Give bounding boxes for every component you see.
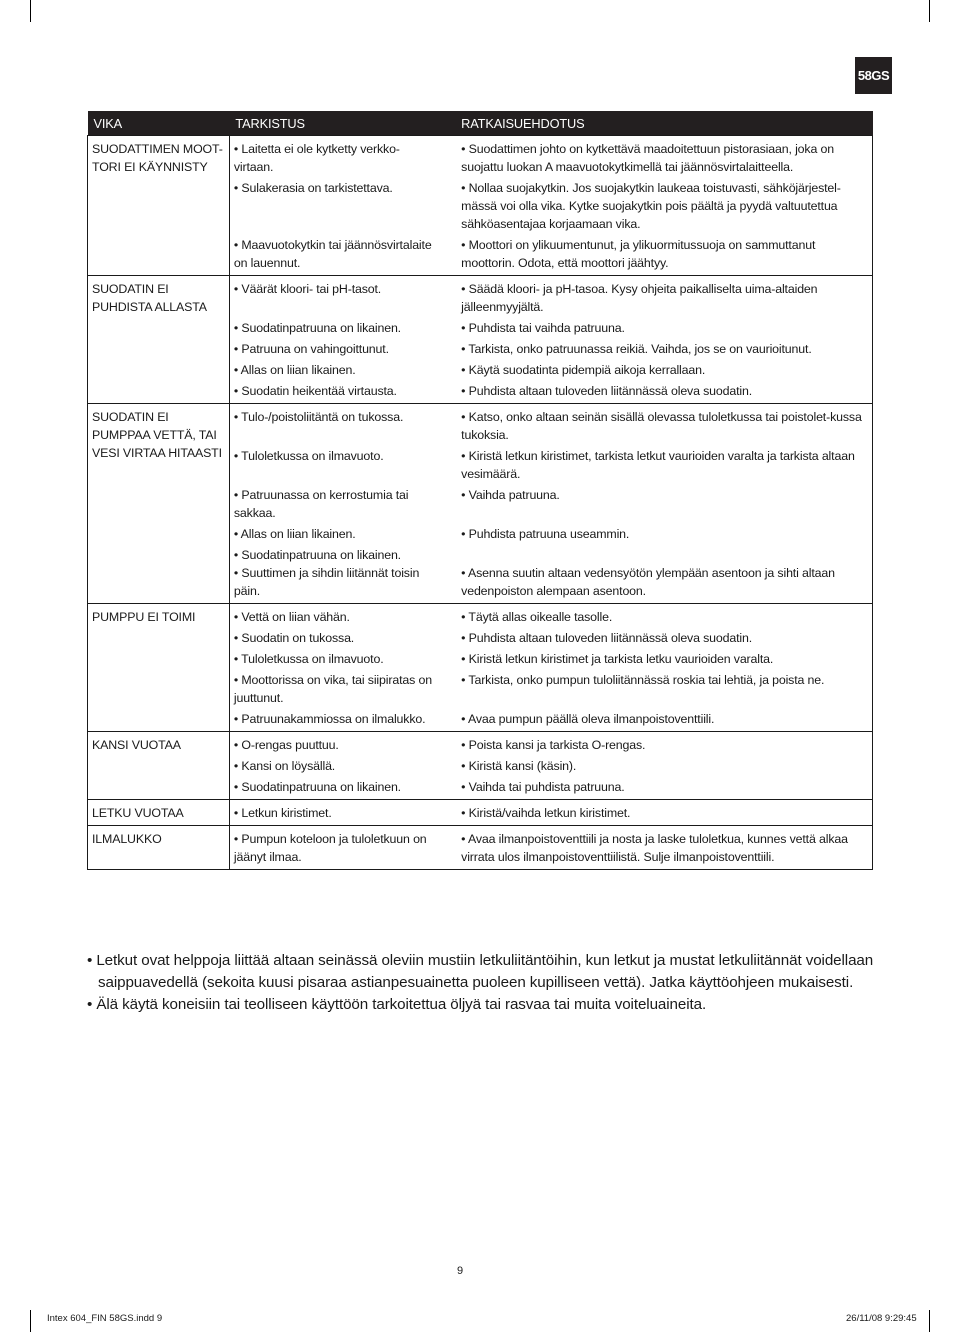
header-check: TARKISTUS <box>229 111 455 136</box>
note-item: • Letkut ovat helppoja liittää altaan seinässä oleviin mustiin letkuliitäntöihin, kun letkut ja mustat letkuliitännät voidellaan saippuavedellä (sekoita kuusi pisaraa astianpesuainetta puoleen kupilliseen vettä). Jatka käyttöohjeen mukaisesti. <box>87 952 874 991</box>
solution-cell: • Säädä kloori- ja pH-tasoa. Kysy ohjeita paikalliselta uima-altaiden jälleenmyyjältä. <box>455 276 872 320</box>
solution-cell: • Avaa ilmanpoistoventtiili ja nosta ja laske tuloletkua, kunnes vettä alkaa virrata ulos ilmanpoistoventtiilistä. Sulje ilmanpoistoventtiili. <box>455 826 872 870</box>
troubleshooting-table <box>87 111 873 870</box>
fault-cell: LETKU VUOTAA <box>88 800 230 826</box>
check-cell: • Tuloletkussa on ilmavuoto. <box>233 449 384 463</box>
check-cell: • Allas on liian likainen. <box>233 527 356 541</box>
check-cell: • Vettä on liian vähän. <box>229 604 455 630</box>
check-cell: • Patruunassa on kerrostumia tai sakkaa. <box>233 488 409 520</box>
fault-cell: PUMPPU EI TOIMI <box>88 604 230 732</box>
solution-cell: • Vaihda tai puhdista patruuna. <box>461 780 625 794</box>
header-fault: VIKA <box>88 111 230 136</box>
check-cell: • Suodatinpatruuna on likainen. <box>233 780 401 794</box>
table-row <box>88 732 873 758</box>
header-solution: RATKAISUEHDOTUS <box>455 111 872 136</box>
solution-cell: • Tarkista, onko patruunassa reikiä. Vaihda, jos se on vaurioitunut. <box>461 342 812 356</box>
solution-cell: • Tarkista, onko pumpun tuloliitännässä roskia tai lehtiä, ja poista ne. <box>461 673 825 687</box>
check-cell: • Patruunakammiossa on ilmalukko. <box>233 712 426 726</box>
check-cell: • Patruuna on vahingoittunut. <box>233 342 389 356</box>
check-cell: • Kansi on löysällä. <box>233 759 336 773</box>
notes-section <box>87 950 877 1016</box>
solution-cell: • Puhdista patruuna useammin. <box>461 527 630 541</box>
table-row <box>88 136 873 180</box>
check-cell: • O-rengas puuttuu. <box>229 732 455 758</box>
crop-mark <box>30 1310 31 1332</box>
check-cell: • Allas on liian likainen. <box>233 363 356 377</box>
check-cell: • Suodatinpatruuna on likainen. • Suuttimen ja sihdin liitännät toisin päin. <box>233 548 420 598</box>
solution-cell: • Täytä allas oikealle tasolle. <box>455 604 872 630</box>
check-cell: • Letkun kiristimet. <box>229 800 455 826</box>
check-cell: • Suodatin heikentää virtausta. <box>233 384 397 398</box>
solution-cell: • Kiristä/vaihda letkun kiristimet. <box>455 800 872 826</box>
solution-cell: • Käytä suodatinta pidempiä aikoja kerrallaan. <box>461 363 706 377</box>
check-cell: • Laitetta ei ole kytketty verkko-virtaan. <box>233 142 400 174</box>
crop-mark <box>929 0 930 22</box>
solution-cell: • Kiristä letkun kiristimet, tarkista letkut vaurioiden varalta ja tarkista altaan vesimäärä. <box>461 449 855 481</box>
fault-cell: ILMALUKKO <box>88 826 230 870</box>
solution-cell: • Kiristä kansi (käsin). <box>461 759 577 773</box>
crop-mark <box>30 0 31 22</box>
solution-cell: • Puhdista altaan tuloveden liitännässä oleva suodatin. <box>461 384 753 398</box>
print-slug-timestamp: 26/11/08 9:29:45 <box>846 1313 917 1324</box>
table-header-row <box>88 111 873 136</box>
check-cell: • Suodatin on tukossa. <box>233 631 355 645</box>
solution-cell: • Nollaa suojakytkin. Jos suojakytkin laukeaa toistuvasti, sähköjärjestel-mässä voi olla vika. Kytke suojakytkin pois päältä ja pyydä valtuutettua sähköasentajaa korjaamaan vika. <box>461 181 841 231</box>
print-slug-filename: Intex 604_FIN 58GS.indd 9 <box>47 1313 163 1324</box>
solution-cell: • Vaihda patruuna. <box>461 488 560 502</box>
check-cell: • Maavuotokytkin tai jäännösvirtalaite on lauennut. <box>233 238 432 270</box>
check-cell: • Tuloletkussa on ilmavuoto. <box>233 652 384 666</box>
table-row <box>88 826 873 870</box>
solution-cell: • Avaa pumpun päällä oleva ilmanpoistoventtiili. <box>461 712 715 726</box>
check-cell: • Sulakerasia on tarkistettava. <box>233 181 393 195</box>
check-cell: • Pumpun koteloon ja tuloletkuun on jäänyt ilmaa. <box>229 826 455 870</box>
fault-cell: SUODATIN EI PUMPPAA VETTÄ, TAI VESI VIRTAA HITAASTI <box>88 404 230 604</box>
check-cell: • Moottorissa on vika, tai siipiratas on juuttunut. <box>233 673 432 705</box>
fault-cell: KANSI VUOTAA <box>88 732 230 800</box>
model-badge: 58GS <box>855 57 892 94</box>
solution-cell: • Asenna suutin altaan vedensyötön ylempään asentoon ja sihti altaan vedenpoiston alempaan asentoon. <box>461 566 835 598</box>
note-item: • Älä käytä koneisiin tai teolliseen käyttöön tarkoitettua öljyä tai rasvaa tai muita voiteluaineita. <box>87 996 707 1013</box>
table-row <box>88 276 873 320</box>
fault-cell: SUODATTIMEN MOOT-TORI EI KÄYNNISTY <box>88 136 230 276</box>
check-cell: • Suodatinpatruuna on likainen. <box>233 321 401 335</box>
solution-cell: • Poista kansi ja tarkista O-rengas. <box>455 732 872 758</box>
solution-cell: • Puhdista tai vaihda patruuna. <box>461 321 625 335</box>
table-row <box>88 800 873 826</box>
crop-mark <box>929 1310 930 1332</box>
solution-cell: • Kiristä letkun kiristimet ja tarkista letku vaurioiden varalta. <box>461 652 774 666</box>
page-number: 9 <box>456 1265 464 1277</box>
solution-cell: • Puhdista altaan tuloveden liitännässä oleva suodatin. <box>461 631 753 645</box>
fault-cell: SUODATIN EI PUHDISTA ALLASTA <box>88 276 230 404</box>
solution-cell: • Suodattimen johto on kytkettävä maadoitettuun pistorasiaan, joka on suojattu luokan A maavuotokytkimellä tai jäännösvirtalaitteella. <box>461 142 834 174</box>
check-cell: • Väärät kloori- tai pH-tasot. <box>229 276 455 320</box>
check-cell: • Tulo-/poistoliitäntä on tukossa. <box>229 404 455 448</box>
solution-cell: • Katso, onko altaan seinän sisällä olevassa tuloletkussa tai poistolet-kussa tukoksia. <box>455 404 872 448</box>
table-row <box>88 404 873 448</box>
table-row <box>88 604 873 630</box>
solution-cell: • Moottori on ylikuumentunut, ja ylikuormitussuoja on sammuttanut moottorin. Odota, että moottori jäähtyy. <box>461 238 816 270</box>
